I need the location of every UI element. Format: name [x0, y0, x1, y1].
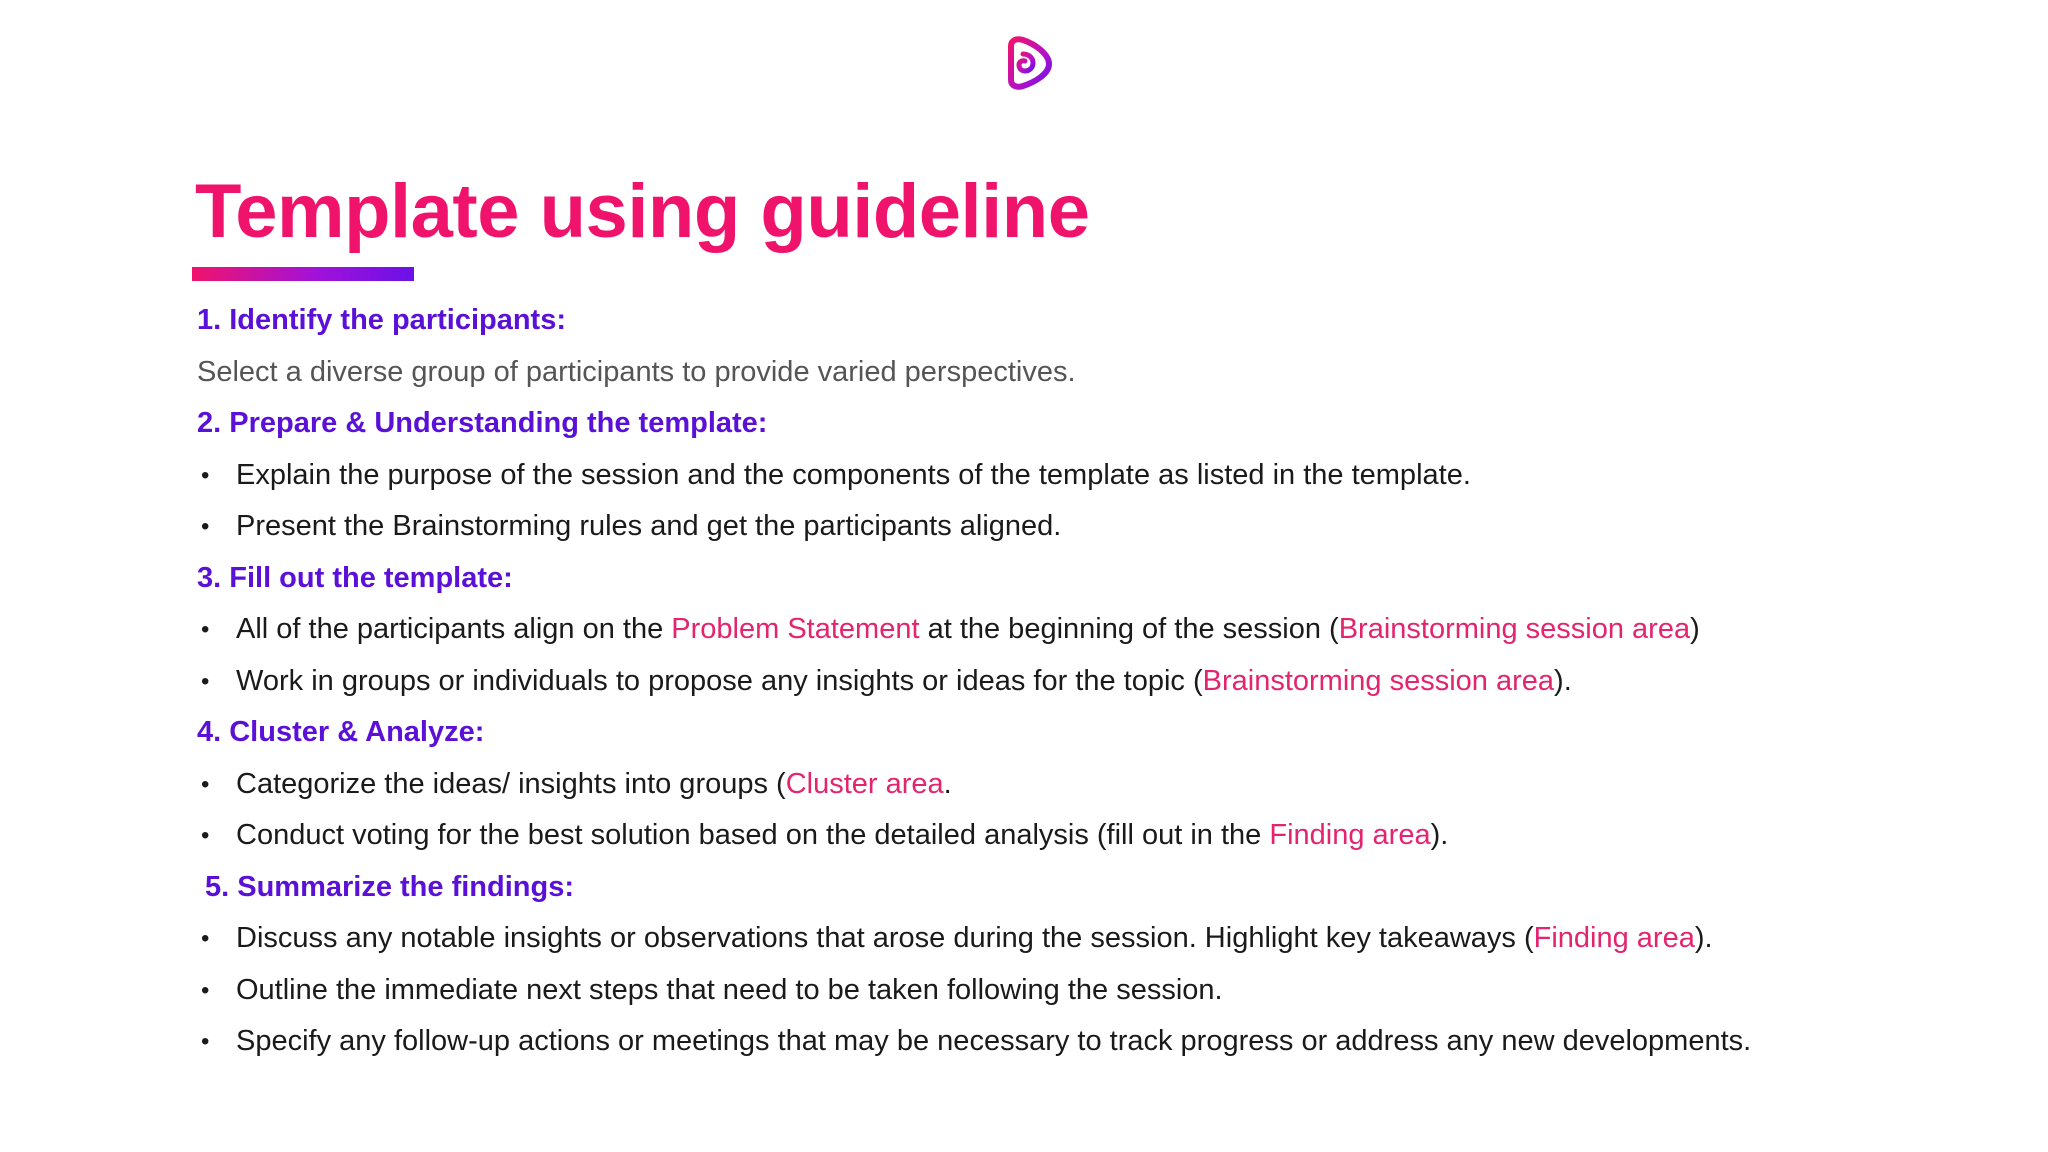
- list-item: [197, 604, 1977, 656]
- bullet-icon: •: [201, 616, 210, 643]
- bullet-icon: •: [201, 513, 210, 540]
- highlight-brainstorming-area: Brainstorming session area: [1202, 664, 1555, 697]
- text-segment: ): [1690, 613, 1700, 645]
- bullet-icon: •: [201, 976, 210, 1004]
- guideline-content: [197, 295, 1977, 1068]
- title-underline: [192, 267, 414, 281]
- highlight-brainstorming-area: Brainstorming session area: [1338, 613, 1691, 645]
- brand-logo-icon: [1003, 36, 1053, 90]
- list-item: [197, 759, 1977, 811]
- page-title: Template using guideline: [195, 169, 1090, 254]
- list-item-text: Specify any follow-up actions or meetings that may be necessary to track progress or address any new developments.: [236, 1025, 1752, 1057]
- text-segment: ).: [1694, 922, 1713, 954]
- text-segment: .: [943, 767, 952, 800]
- text-segment: Discuss any notable insights or observations that arose during the session. Highlight key takeaways (: [236, 922, 1534, 954]
- section-heading-fill-out: 3. Fill out the template:: [197, 561, 513, 594]
- highlight-finding-area: Finding area: [1269, 819, 1431, 851]
- list-item-text: [236, 759, 952, 811]
- list-item-text: Outline the immediate next steps that need to be taken following the session.: [236, 973, 1223, 1006]
- section-heading-cluster: 4. Cluster & Analyze:: [197, 716, 485, 748]
- list-item: [197, 501, 1977, 553]
- list-item-text: [236, 604, 1700, 656]
- text-segment: Work in groups or individuals to propose any insights or ideas for the topic (: [236, 664, 1203, 697]
- section-heading-identify: 1. Identify the participants:: [197, 304, 566, 336]
- section-paragraph-identify: Select a diverse group of participants to provide varied perspectives.: [197, 355, 1076, 388]
- bullet-icon: •: [201, 461, 210, 489]
- list-item-text: [236, 656, 1572, 708]
- list-item-text: [236, 810, 1448, 862]
- list-item: [197, 656, 1977, 708]
- bullet-icon: •: [201, 925, 210, 952]
- bullet-icon: •: [201, 822, 210, 849]
- list-item: [197, 965, 1977, 1017]
- list-item-text: [236, 913, 1713, 965]
- section-heading-prepare: 2. Prepare & Understanding the template:: [197, 407, 768, 439]
- text-segment: All of the participants align on the: [236, 613, 672, 645]
- text-segment: Conduct voting for the best solution based on the detailed analysis (fill out in the: [236, 819, 1270, 851]
- list-item: [197, 913, 1977, 965]
- text-segment: ).: [1554, 664, 1572, 697]
- list-item: [197, 810, 1977, 862]
- list-item: [197, 450, 1977, 502]
- highlight-problem-statement: Problem Statement: [671, 613, 920, 645]
- bullet-icon: •: [201, 770, 210, 798]
- section-heading-summarize: 5. Summarize the findings:: [205, 870, 574, 903]
- text-segment: Categorize the ideas/ insights into groups (: [236, 767, 786, 800]
- list-item-text: Explain the purpose of the session and the components of the template as listed in the template.: [236, 458, 1471, 491]
- highlight-cluster-area: Cluster area: [785, 767, 944, 800]
- bullet-icon: •: [201, 667, 210, 695]
- text-segment: ).: [1430, 819, 1449, 851]
- highlight-finding-area: Finding area: [1533, 922, 1695, 954]
- list-item-text: Present the Brainstorming rules and get the participants aligned.: [236, 510, 1062, 542]
- text-segment: at the beginning of the session (: [919, 613, 1339, 645]
- bullet-icon: •: [201, 1028, 210, 1055]
- list-item: [197, 1016, 1977, 1068]
